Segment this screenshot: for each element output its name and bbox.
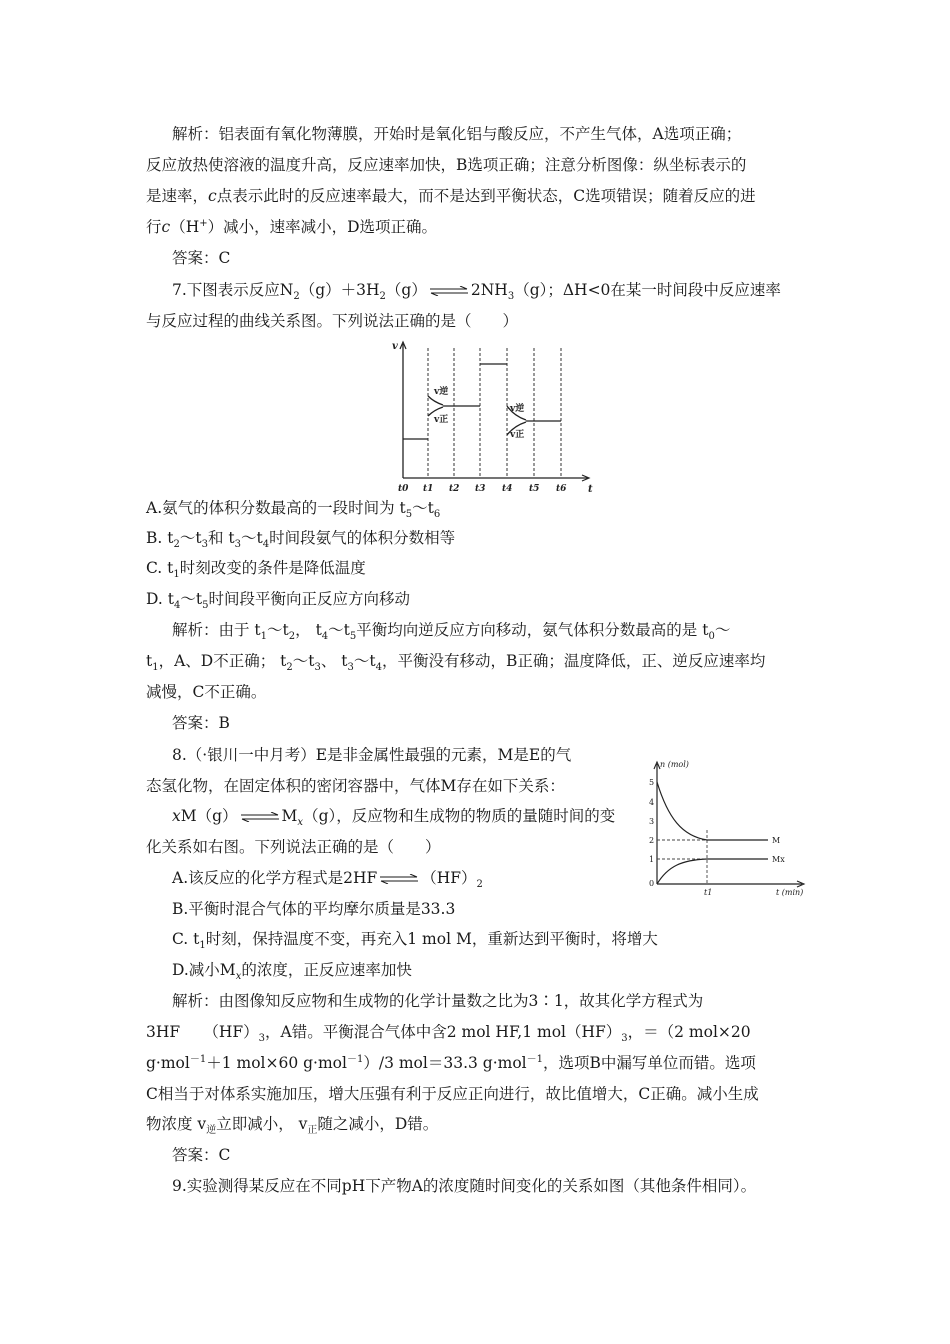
q8-amount-graph bbox=[640, 758, 820, 898]
q8-ytick-0: 0 bbox=[649, 879, 655, 888]
answer-7: 答案：B bbox=[172, 714, 230, 732]
q8-analysis-line-1: 解析：由图像知反应物和生成物的化学计量数之比为3∶1，故其化学方程式为 bbox=[172, 992, 704, 1010]
q7-label-v-fwd-1: v正 bbox=[434, 415, 449, 425]
q7-option-d: D. $t_4\sim t_5$时间段平衡向正反应方向移动 bbox=[146, 590, 410, 612]
q7-tick-t2: t2 bbox=[449, 484, 460, 494]
q8-curve-M bbox=[657, 782, 768, 840]
question-7-stem: 7.下图表示反应$N_2(g)+3H_2(g)$ $2NH_3(g)$；ΔH<0在某一时间段中反应速率 bbox=[172, 281, 781, 303]
q8-ytick-1: 1 bbox=[649, 855, 655, 864]
q7-option-a: A.氨气的体积分数最高的一段时间为 $t_5\sim t_6$ bbox=[146, 499, 441, 521]
analysis-6-line-3: 是速率，c点表示此时的反应速率最大，而不是达到平衡状态，C选项错误；随着反应的进 bbox=[146, 187, 756, 205]
question-7-stem-line-2: 与反应过程的曲线关系图。下列说法正确的是（ ） bbox=[146, 312, 519, 330]
q7-tick-t4: t4 bbox=[502, 484, 513, 494]
q8-tick-t1: t1 bbox=[704, 888, 713, 897]
q8-analysis-line-3: g·mol$^{-1}$＋1 mol×60 g·mol$^{-1}$）/3 mol＝33.3 g·mol$^{-1}$，选项B中漏写单位而错。选项 bbox=[146, 1053, 756, 1072]
question-8-line-4: 化关系如右图。下列说法正确的是（ ） bbox=[146, 838, 441, 856]
q7-rev-curve-1 bbox=[428, 396, 443, 405]
q7-tick-t0: t0 bbox=[398, 484, 409, 494]
q7-analysis-line-3: 减慢，C不正确。 bbox=[146, 683, 267, 701]
q7-option-c: C. $t_1$时刻改变的条件是降低温度 bbox=[146, 559, 366, 581]
q8-analysis-line-4: C相当于对体系实施加压，增大压强有利于反应正向进行，故比值增大，C正确。减小生成 bbox=[146, 1085, 759, 1103]
equilibrium-arrow-icon bbox=[379, 874, 419, 884]
q8-x-label: t (min) bbox=[776, 888, 804, 897]
q8-ytick-4: 4 bbox=[649, 798, 655, 807]
answer-6: 答案：C bbox=[172, 249, 231, 267]
equilibrium-arrow-icon bbox=[240, 812, 280, 822]
q7-tick-t5: t5 bbox=[529, 484, 540, 494]
q8-ytick-2: 2 bbox=[649, 836, 655, 845]
q7-tick-t1: t1 bbox=[423, 484, 434, 494]
q8-option-d: D.减小$M_x$的浓度，正反应速率加快 bbox=[172, 961, 412, 983]
analysis-6-line-4: 行c（H+）减小，速率减小，D选项正确。 bbox=[146, 217, 438, 236]
question-9-line-1: 9.实验测得某反应在不同pH下产物A的浓度随时间变化的关系如图（其他条件相同）。 bbox=[172, 1177, 757, 1195]
q8-series-M-label: M bbox=[772, 836, 781, 845]
q8-option-a: A.该反应的化学方程式是2HF $(HF)_2$ bbox=[172, 869, 483, 891]
analysis-6-line-2: 反应放热使溶液的温度升高，反应速率加快，B选项正确；注意分析图像：纵坐标表示的 bbox=[146, 156, 747, 174]
q7-tick-t3: t3 bbox=[475, 484, 486, 494]
q7-analysis-line-1: 解析：由于 $t_1\sim t_2$， $t_4\sim t_5$平衡均向逆反应方向移动，氨气体积分数最高的是 $t_0\sim$ bbox=[172, 621, 731, 643]
q7-label-v-rev-1: v逆 bbox=[434, 387, 449, 397]
q7-rate-graph bbox=[388, 336, 603, 496]
q7-analysis-line-2: $t_1$，A、D不正确； $t_2\sim t_3$、 $t_3\sim t_4$，平衡没有移动，B正确；温度降低，正、逆反应速率均 bbox=[146, 652, 766, 674]
question-8-line-2: 态氢化物，在固定体积的密闭容器中，气体M存在如下关系： bbox=[146, 777, 565, 795]
q8-ytick-3: 3 bbox=[649, 817, 655, 826]
q8-analysis-line-5: 物浓度 $v_逆$立即减小， $v_正$随之减小，D错。 bbox=[146, 1115, 439, 1137]
q7-label-v-rev-2: v逆 bbox=[510, 404, 525, 414]
answer-8: 答案：C bbox=[172, 1146, 231, 1164]
equilibrium-arrow-icon bbox=[429, 286, 469, 296]
q8-y-label: n (mol) bbox=[660, 760, 689, 769]
q8-ytick-5: 5 bbox=[649, 778, 655, 787]
q8-series-Mx-label: Mx bbox=[772, 855, 785, 864]
q7-option-b: B. $t_2\sim t_3$和 $t_3\sim t_4$时间段氨气的体积分数相等 bbox=[146, 529, 456, 551]
q7-y-label: v bbox=[392, 341, 398, 352]
q8-option-c: C. $t_1$时刻，保持温度不变，再充入1 mol M，重新达到平衡时，将增大 bbox=[172, 930, 658, 952]
q8-curve-Mx bbox=[657, 859, 768, 884]
question-8-line-1: 8.（·银川一中月考）E是非金属性最强的元素，M是E的气 bbox=[172, 746, 572, 764]
q7-tick-t6: t6 bbox=[556, 484, 567, 494]
q8-option-b: B.平衡时混合气体的平均摩尔质量是33.3 bbox=[172, 900, 456, 918]
q7-x-label: t bbox=[588, 484, 593, 495]
analysis-6-line-1: 解析：铝表面有氧化物薄膜，开始时是氧化铝与酸反应，不产生气体，A选项正确； bbox=[172, 125, 742, 143]
q7-label-v-fwd-2: v正 bbox=[510, 430, 525, 440]
q8-analysis-line-2: 3HF $(HF)_3$，A错。平衡混合气体中含2 mol HF,1 $mol(HF)_3$，＝（2 mol×20 bbox=[146, 1023, 751, 1045]
question-8-line-3: xM（g） $M_x(g)$，反应物和生成物的物质的量随时间的变 bbox=[172, 807, 616, 829]
